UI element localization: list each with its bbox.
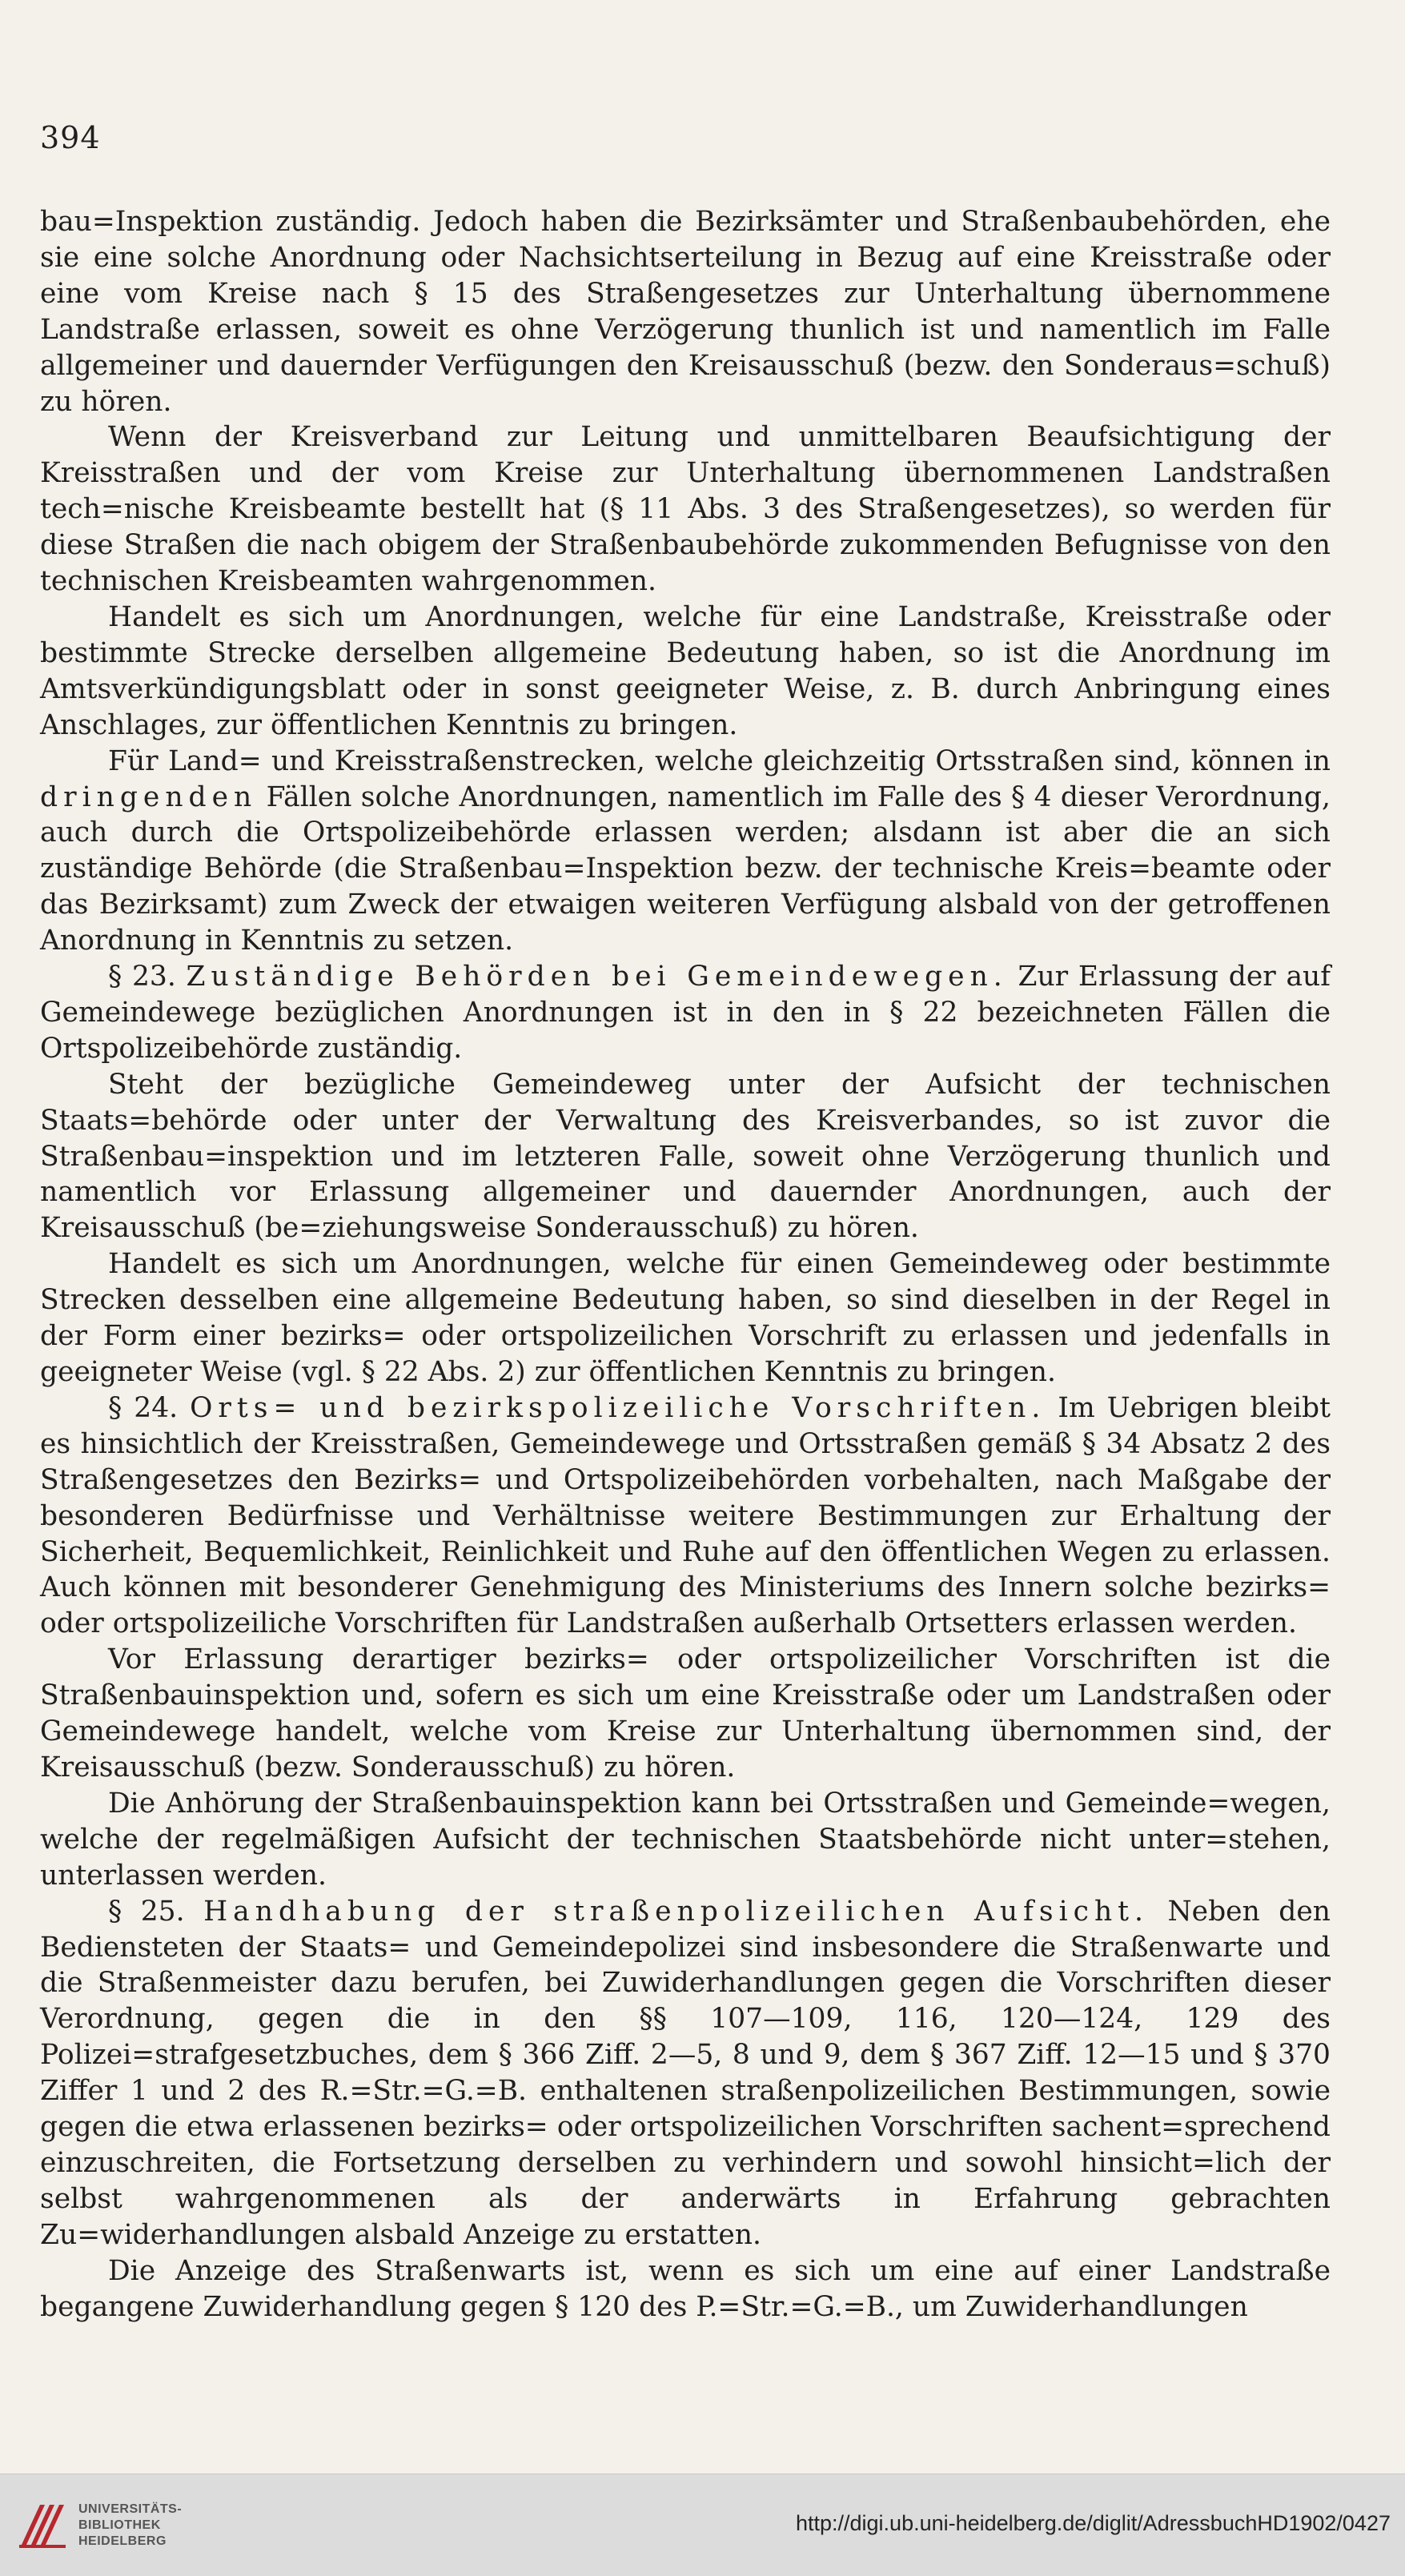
paragraph bbox=[40, 1642, 1331, 1786]
paragraph-text: Fällen solche Anordnungen, namentlich im Falle des § 4 dieser Verordnung, auch durch die Ortspolizeibehörde erlassen werden; alsdann ist aber die an sich zuständige Behörde (die Straßenbau=Inspektion bezw. der technische Kreis=beamte oder das Bezirksamt) zum Zweck der etwaigen weiteren Verfügung alsbald von der getroffenen Anordnung in Kenntnis zu setzen. bbox=[40, 780, 1331, 957]
paragraph bbox=[40, 2253, 1331, 2325]
paragraph-text: Die Anhörung der Straßenbauinspektion kann bei Ortsstraßen und Gemeinde=wegen, welche der regelmäßigen Aufsicht der technischen Staatsbehörde nicht unter=stehen, unterlassen werden. bbox=[40, 1787, 1331, 1892]
source-url-link[interactable]: http://digi.ub.uni-heidelberg.de/diglit/AdressbuchHD1902/0427 bbox=[795, 2511, 1391, 2535]
paragraph bbox=[40, 1894, 1331, 2253]
paragraph-text: Wenn der Kreisverband zur Leitung und unmittelbaren Beaufsichtigung der Kreisstraßen und der vom Kreise zur Unterhaltung übernommenen Landstraßen tech=nische Kreisbeamte bestellt hat (§ 11 Abs. 3 des Straßengesetzes), so werden für diese Straßen die nach obigem der Straßenbaubehörde zukommenden Befugnisse von den technischen Kreisbeamten wahrgenommen. bbox=[40, 421, 1331, 598]
paragraph-text: Steht der bezügliche Gemeindeweg unter der Aufsicht der technischen Staats=behörde oder unter der Verwaltung des Kreisverbandes, so ist zuvor die Straßenbau=inspektion und im letzteren Falle, soweit ohne Verzögerung thunlich und namentlich vor Erlassung allgemeiner und dauernder Anordnungen, auch der Kreisausschuß (be=ziehungsweise Sonderausschuß) zu hören. bbox=[40, 1068, 1331, 1245]
section-heading: Orts= und bezirkspolizeiliche Vorschriften. bbox=[190, 1391, 1046, 1424]
paragraph bbox=[40, 959, 1331, 1067]
paragraph-text: Vor Erlassung derartiger bezirks= oder ortspolizeilicher Vorschriften ist die Straßenbauinspektion und, sofern es sich um eine Kreisstraße oder um Landstraßen oder Gemeindewege handelt, welche vom Kreise zur Unterhaltung übernommen sind, der Kreisausschuß (bezw. Sonderausschuß) zu hören. bbox=[40, 1643, 1331, 1784]
paragraph-text: Die Anzeige des Straßenwarts ist, wenn es sich um eine auf einer Landstraße begangene Zuwiderhandlung gegen § 120 des P.=Str.=G.=B., um Zuwiderhandlungen bbox=[40, 2254, 1331, 2323]
paragraph bbox=[40, 204, 1331, 419]
paragraph bbox=[40, 1067, 1331, 1247]
section-heading: Handhabung der straßenpolizeilichen Aufsicht. bbox=[203, 1895, 1149, 1928]
document-body bbox=[40, 204, 1331, 2325]
section-heading: dringenden bbox=[40, 780, 258, 813]
paragraph-text: Im Uebrigen bleibt es hinsichtlich der Kreisstraßen, Gemeindewege und Ortsstraßen gemäß § 34 Absatz 2 des Straßengesetzes den Bezirks= und Ortspolizeibehörden vorbehalten, nach Maßgabe der besonderen Bedürfnisse und Verhältnisse weitere Bestimmungen zur Erhaltung der Sicherheit, Bequemlichkeit, Reinlichkeit und Ruhe auf den öffentlichen Wegen zu erlassen. Auch können mit besonderer Genehmigung des Ministeriums des Innern solche bezirks= oder ortspolizeiliche Vorschriften für Landstraßen außerhalb Ortsetters erlassen werden. bbox=[40, 1391, 1331, 1640]
logo-line: BIBLIOTHEK bbox=[78, 2518, 161, 2532]
paragraph bbox=[40, 1786, 1331, 1894]
paragraph bbox=[40, 744, 1331, 959]
paragraph-text: Für Land= und Kreisstraßenstrecken, welche gleichzeitig Ortsstraßen sind, können in bbox=[108, 744, 1331, 777]
paragraph-text: § 23. bbox=[108, 961, 176, 993]
paragraph-text: Zur Erlassung der auf Gemeindewege bezüglichen Anordnungen ist in den in § 22 bezeichneten Fällen die Ortspolizeibehörde zuständig. bbox=[40, 961, 1331, 1065]
paragraph-text: bau=Inspektion zuständig. Jedoch haben die Bezirksämter und Straßenbaubehörden, ehe sie eine solche Anordnung oder Nachsichtserteilung in Bezug auf eine Kreisstraße oder eine vom Kreise nach § 15 des Straßengesetzes zur Unterhaltung übernommene Landstraße erlassen, soweit es ohne Verzögerung thunlich ist und namentlich im Falle allgemeiner und dauernder Verfügungen den Kreisausschuß (bezw. den Sonderaus=schuß) zu hören. bbox=[40, 206, 1331, 418]
library-logo-text[interactable] bbox=[78, 2502, 182, 2550]
page-number: 394 bbox=[40, 120, 101, 155]
logo-line: HEIDELBERG bbox=[78, 2534, 167, 2548]
paragraph-text: Handelt es sich um Anordnungen, welche für eine Landstraße, Kreisstraße oder bestimmte Strecke derselben allgemeine Bedeutung haben, so ist die Anordnung im Amtsverkündigungsblatt oder in sonst geeigneter Weise, z. B. durch Anbringung eines Anschlages, zur öffentlichen Kenntnis zu bringen. bbox=[40, 600, 1331, 741]
paragraph-text: § 25. bbox=[108, 1895, 185, 1928]
paragraph-text: Neben den Bediensteten der Staats= und Gemeindepolizei sind insbesondere die Straßenwarte und die Straßenmeister dazu berufen, bei Zuwiderhandlungen gegen die Vorschriften dieser Verordnung, gegen die in den §§ 107—109, 116, 120—124, 129 des Polizei=strafgesetzbuches, dem § 366 Ziff. 2—5, 8 und 9, dem § 367 Ziff. 12—15 und § 370 Ziffer 1 und 2 des R.=Str.=G.=B. enthaltenen straßenpolizeilichen Bestimmungen, sowie gegen die etwa erlassenen bezirks= oder ortspolizeilichen Vorschriften sachent=sprechend einzuschreiten, die Fortsetzung derselben zu verhindern und sowohl hinsicht=lich der selbst wahrgenommenen als der anderwärts in Erfahrung gebrachten Zu=widerhandlungen alsbald Anzeige zu erstatten. bbox=[40, 1895, 1331, 2251]
paragraph bbox=[40, 419, 1331, 600]
university-library-logo-icon[interactable] bbox=[16, 2498, 69, 2551]
paragraph bbox=[40, 1246, 1331, 1390]
footer-bar bbox=[0, 2474, 1405, 2576]
section-heading: Zuständige Behörden bei Gemeindewegen. bbox=[186, 961, 1008, 993]
paragraph bbox=[40, 600, 1331, 744]
paragraph bbox=[40, 1390, 1331, 1642]
paragraph-text: Handelt es sich um Anordnungen, welche für einen Gemeindeweg oder bestimmte Strecken desselben eine allgemeine Bedeutung haben, so sind dieselben in der Regel in der Form einer bezirks= oder ortspolizeilichen Vorschrift zu erlassen und jedenfalls in geeigneter Weise (vgl. § 22 Abs. 2) zur öffentlichen Kenntnis zu bringen. bbox=[40, 1248, 1331, 1388]
paragraph-text: § 24. bbox=[108, 1391, 179, 1424]
logo-line: UNIVERSITÄTS- bbox=[78, 2502, 183, 2516]
